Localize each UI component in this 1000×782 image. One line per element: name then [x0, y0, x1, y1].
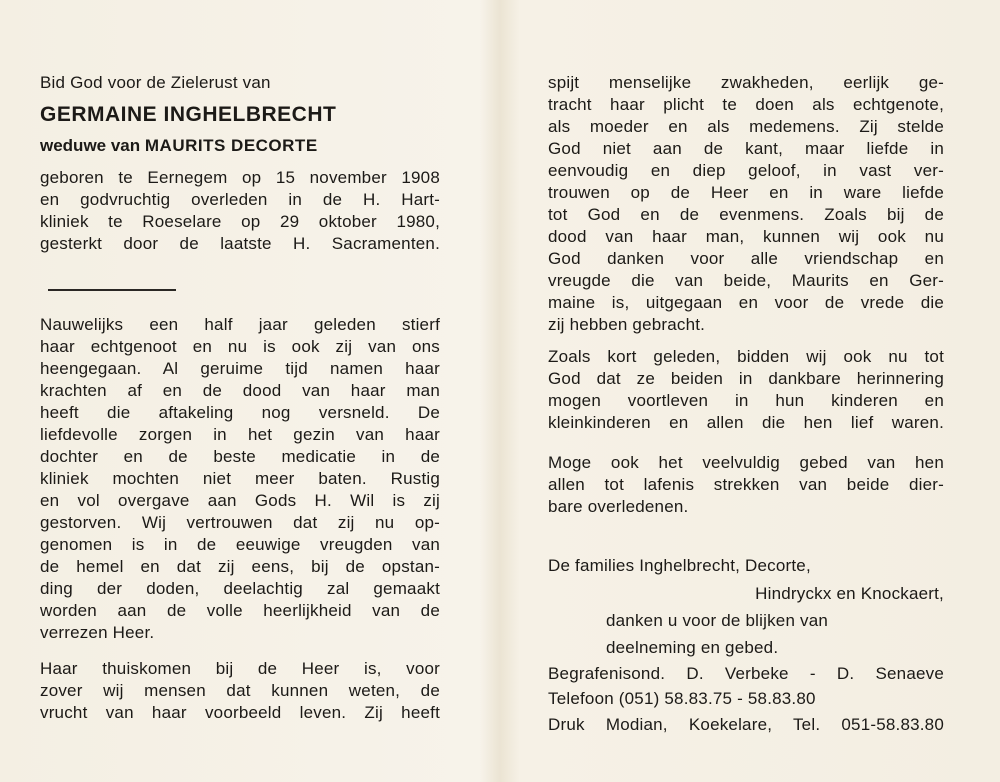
funeral-home: Begrafenisond. D. Verbeke - D. Senaeve	[548, 664, 944, 683]
printer-line: Druk Modian, Koekelare, Tel. 051-58.83.80	[548, 715, 944, 734]
thanks-line: deelneming en gebed.	[606, 638, 779, 657]
text-line: worden aan de volle heerlijkheid van de	[40, 601, 440, 620]
text-line: gestorven. Wij vertrouwen dat zij nu op-	[40, 513, 440, 532]
birth-line: gesterkt door de laatste H. Sacramenten.	[40, 234, 440, 253]
birth-line: en godvruchtig overleden in de H. Hart-	[40, 190, 440, 209]
text-line: God dat ze beiden in dankbare herinnering	[548, 369, 944, 388]
text-line: zij hebben gebracht.	[548, 315, 706, 334]
text-line: verrezen Heer.	[40, 623, 155, 642]
text-line: bare overledenen.	[548, 497, 689, 516]
birth-line: kliniek te Roeselare op 29 oktober 1980,	[40, 212, 440, 231]
text-line: eenvoudig en diep geloof, in vast ver-	[548, 161, 944, 180]
text-line: Moge ook het veelvuldig gebed van hen	[548, 453, 944, 472]
text-line: kleinkinderen en allen die hen lief waren.	[548, 413, 944, 432]
text-line: God niet aan de kant, maar liefde in	[548, 139, 944, 158]
families-line: Hindryckx en Knockaert,	[755, 584, 944, 603]
text-line: krachten af en de dood van haar man	[40, 381, 440, 400]
intro-text: Bid God voor de Zielerust van	[40, 73, 271, 92]
widow-line	[40, 135, 318, 157]
text-line: maine is, uitgegaan en voor de vrede die	[548, 293, 944, 312]
paragraph-4	[548, 346, 944, 434]
paragraph-5	[548, 452, 944, 518]
text-line: trouwen op de Heer en in ware liefde	[548, 183, 944, 202]
text-line: heengegaan. Al geruime tijd namen haar	[40, 359, 440, 378]
birth-death-info	[40, 167, 440, 255]
text-line: ding der doden, deelachtig zal gemaakt	[40, 579, 440, 598]
phone-line: Telefoon (051) 58.83.75 - 58.83.80	[548, 689, 816, 708]
text-line: kliniek mochten niet meer baten. Rustig	[40, 469, 440, 488]
paragraph-3	[548, 72, 944, 336]
deceased-name: GERMAINE INGHELBRECHT	[40, 103, 337, 126]
text-line: Zoals kort geleden, bidden wij ook nu tot	[548, 347, 944, 366]
widow-name: MAURITS DECORTE	[144, 136, 318, 155]
text-line: mogen voortleven in hun kinderen en	[548, 391, 944, 410]
text-line: tot God en de evenmens. Zoals bij de	[548, 205, 944, 224]
divider-line	[48, 289, 176, 291]
birth-line: geboren te Eernegem op 15 november 1908	[40, 168, 440, 187]
text-line: en vol overgave aan Gods H. Wil is zij	[40, 491, 440, 510]
text-line: dood van haar man, kunnen wij ook nu	[548, 227, 944, 246]
text-line: liefdevolle zorgen in het gezin van haar	[40, 425, 440, 444]
thanks-line: danken u voor de blijken van	[606, 611, 829, 630]
text-line: genomen is in de eeuwige vreugden van	[40, 535, 440, 554]
text-line: de hemel en dat zij eens, bij de opstan-	[40, 557, 440, 576]
paragraph-2	[40, 658, 440, 724]
text-line: God danken voor alle vriendschap en	[548, 249, 944, 268]
text-line: als moeder en als medemens. Zij stelde	[548, 117, 944, 136]
text-line: heeft die aftakeling nog versneld. De	[40, 403, 440, 422]
text-line: haar echtgenoot en nu is ook zij van ons	[40, 337, 440, 356]
text-line: vreugde die van beide, Maurits en Ger-	[548, 271, 944, 290]
text-line: Haar thuiskomen bij de Heer is, voor	[40, 659, 440, 678]
text-line: tracht haar plicht te doen als echtgenote,	[548, 95, 944, 114]
widow-prefix: weduwe van	[40, 136, 141, 155]
text-line: Nauwelijks een half jaar geleden stierf	[40, 315, 440, 334]
text-line: allen tot lafenis strekken van beide dier-	[548, 475, 944, 494]
families-line: De families Inghelbrecht, Decorte,	[548, 556, 811, 575]
paragraph-1	[40, 314, 440, 644]
text-line: dochter en de beste medicatie in de	[40, 447, 440, 466]
text-line: zover wij mensen dat kunnen weten, de	[40, 681, 440, 700]
text-line: spijt menselijke zwakheden, eerlijk ge-	[548, 73, 944, 92]
text-line: vrucht van haar voorbeeld leven. Zij heeft	[40, 703, 440, 722]
